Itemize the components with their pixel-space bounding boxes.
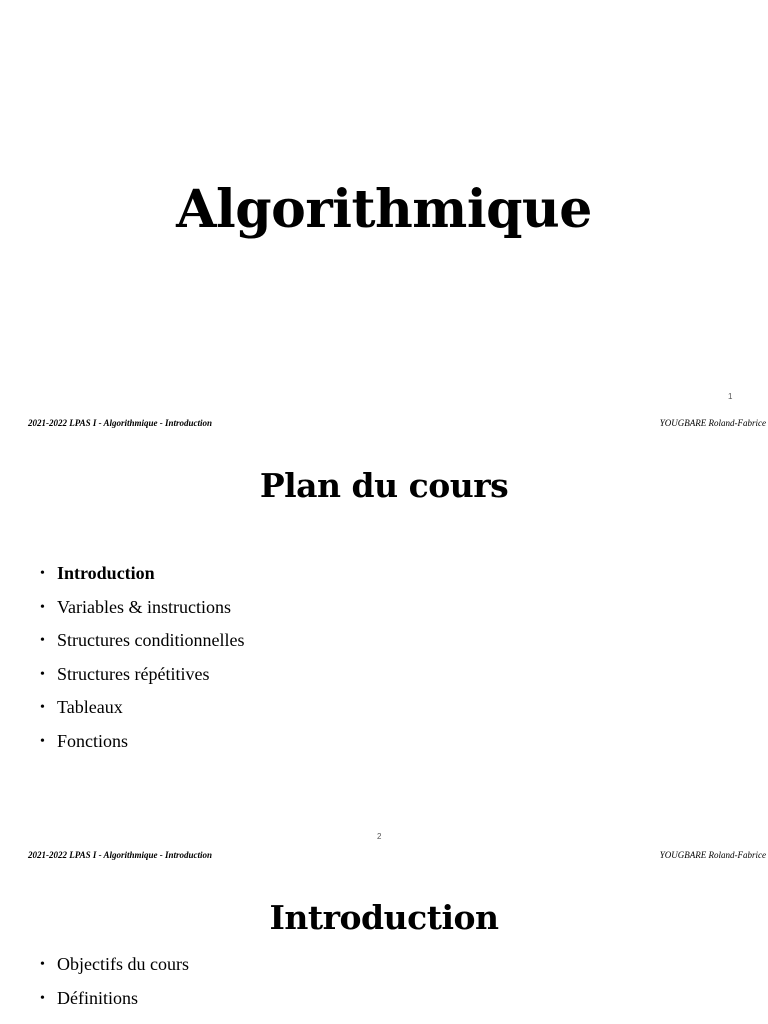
bullet-icon: • — [40, 957, 45, 972]
list-item: • Objectifs du cours — [40, 948, 189, 982]
bullet-icon: • — [40, 599, 45, 615]
bullet-icon: • — [40, 633, 45, 648]
slide-1-page-number: 1 — [728, 392, 733, 401]
list-item: • Structures répétitives — [40, 658, 244, 692]
bullet-icon: • — [40, 990, 45, 1006]
slide-2-title: Plan du cours — [259, 466, 509, 505]
slide-1-title: Algorithmique — [176, 179, 592, 240]
list-item: • Tableaux — [40, 691, 244, 725]
list-item: • Structures conditionnelles — [40, 624, 244, 658]
list-item: • Introduction — [40, 557, 244, 591]
slide-2-footer-author: YOUGBARE Roland-Fabrice — [659, 850, 766, 860]
bullet-icon: • — [40, 566, 45, 581]
bullet-icon: • — [40, 700, 45, 715]
slide-3-bullet-list — [40, 948, 189, 1015]
slide-2-footer-course: 2021-2022 LPAS I - Algorithmique - Introduction — [28, 850, 213, 860]
list-item: • Définitions — [40, 982, 189, 1016]
slide-2-bullet-list — [40, 557, 244, 758]
list-item: • Fonctions — [40, 725, 244, 759]
bullet-icon: • — [40, 733, 45, 749]
slide-1-footer-course: 2021-2022 LPAS I - Algorithmique - Introduction — [28, 418, 213, 428]
slide-2-page-number: 2 — [377, 832, 382, 841]
slide-3-title: Introduction — [269, 898, 499, 937]
bullet-icon: • — [40, 666, 45, 682]
slide-1-footer-author: YOUGBARE Roland-Fabrice — [659, 418, 766, 428]
list-item: • Variables & instructions — [40, 591, 244, 625]
